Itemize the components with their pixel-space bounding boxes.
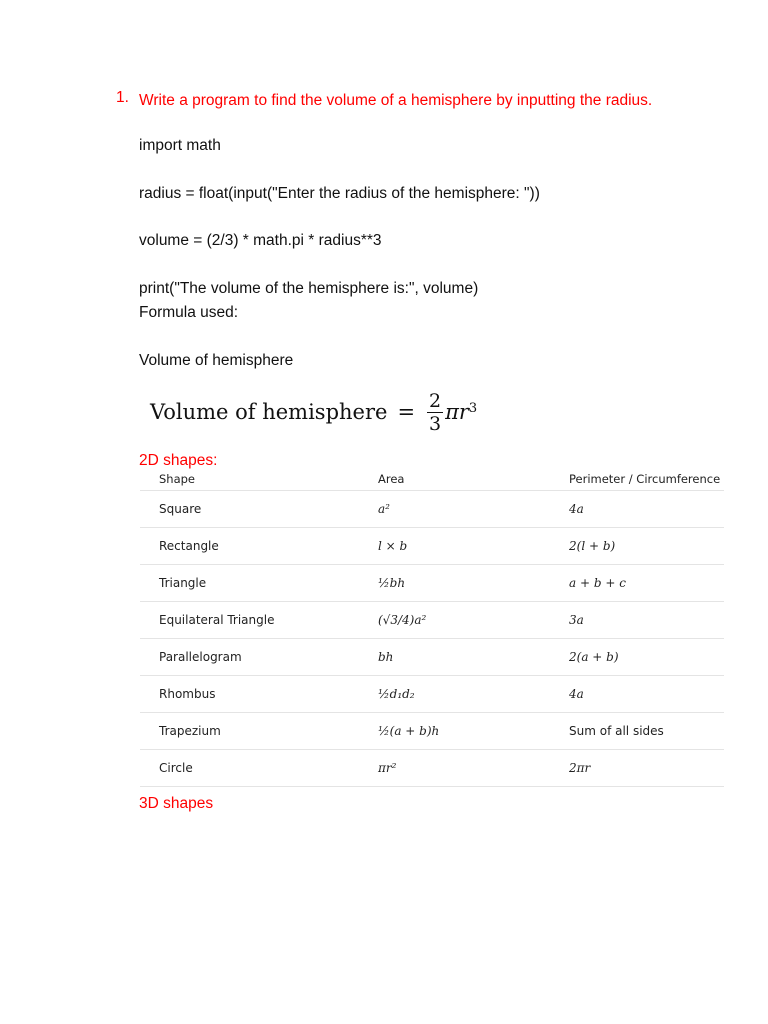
table-header-row xyxy=(140,472,724,491)
table-row xyxy=(140,491,724,528)
formula-equals: = xyxy=(397,400,416,424)
table-row xyxy=(140,639,724,676)
question-text: Write a program to find the volume of a hemisphere by inputting the radius. xyxy=(139,92,653,109)
shape-perimeter: 2(a + b) xyxy=(569,639,724,676)
hemisphere-volume-formula xyxy=(150,384,477,440)
formula-numerator: 2 xyxy=(429,389,442,412)
shape-area: ½d₁d₂ xyxy=(378,676,569,713)
table-row xyxy=(140,750,724,787)
header-area: Area xyxy=(378,472,569,491)
formula-lhs: Volume of hemisphere xyxy=(150,400,388,424)
code-line-radius: radius = float(input("Enter the radius of the hemisphere: ")) xyxy=(139,185,540,202)
section-title-3d: 3D shapes xyxy=(139,795,214,812)
shape-name: Rhombus xyxy=(140,676,378,713)
shape-perimeter: 2πr xyxy=(569,750,724,787)
table-row xyxy=(140,528,724,565)
shape-area: bh xyxy=(378,639,569,676)
shape-name: Triangle xyxy=(140,565,378,602)
shape-name: Equilateral Triangle xyxy=(140,602,378,639)
shape-name: Rectangle xyxy=(140,528,378,565)
section-title-2d: 2D shapes: xyxy=(139,452,218,469)
shape-perimeter: a + b + c xyxy=(569,565,724,602)
shape-perimeter: 4a xyxy=(569,676,724,713)
question-number: 1. xyxy=(116,89,129,106)
shape-area: l × b xyxy=(378,528,569,565)
code-line-volume: volume = (2/3) * math.pi * radius**3 xyxy=(139,232,382,249)
table-row xyxy=(140,713,724,750)
formula-name: Volume of hemisphere xyxy=(139,352,294,369)
shape-area: (√3/4)a² xyxy=(378,602,569,639)
header-shape: Shape xyxy=(140,472,378,491)
shape-area: a² xyxy=(378,491,569,528)
table-row xyxy=(140,602,724,639)
shape-area: ½(a + b)h xyxy=(378,713,569,750)
shape-perimeter: Sum of all sides xyxy=(569,713,724,750)
formula-exponent: 3 xyxy=(468,400,478,416)
formula-used-label: Formula used: xyxy=(139,304,239,321)
table-row xyxy=(140,565,724,602)
shape-area: ½bh xyxy=(378,565,569,602)
formula-rest: πr xyxy=(445,400,469,424)
shape-name: Circle xyxy=(140,750,378,787)
shape-name: Parallelogram xyxy=(140,639,378,676)
shapes-table xyxy=(140,472,724,787)
formula-fraction xyxy=(427,390,443,435)
table-row xyxy=(140,676,724,713)
shape-perimeter: 4a xyxy=(569,491,724,528)
shape-perimeter: 2(l + b) xyxy=(569,528,724,565)
shape-name: Square xyxy=(140,491,378,528)
formula-denominator: 3 xyxy=(429,412,442,435)
shape-perimeter: 3a xyxy=(569,602,724,639)
code-line-import: import math xyxy=(139,137,221,154)
header-perimeter: Perimeter / Circumference xyxy=(569,472,724,491)
code-line-print: print("The volume of the hemisphere is:", volume) xyxy=(139,280,479,297)
shape-area: πr² xyxy=(378,750,569,787)
shape-name: Trapezium xyxy=(140,713,378,750)
